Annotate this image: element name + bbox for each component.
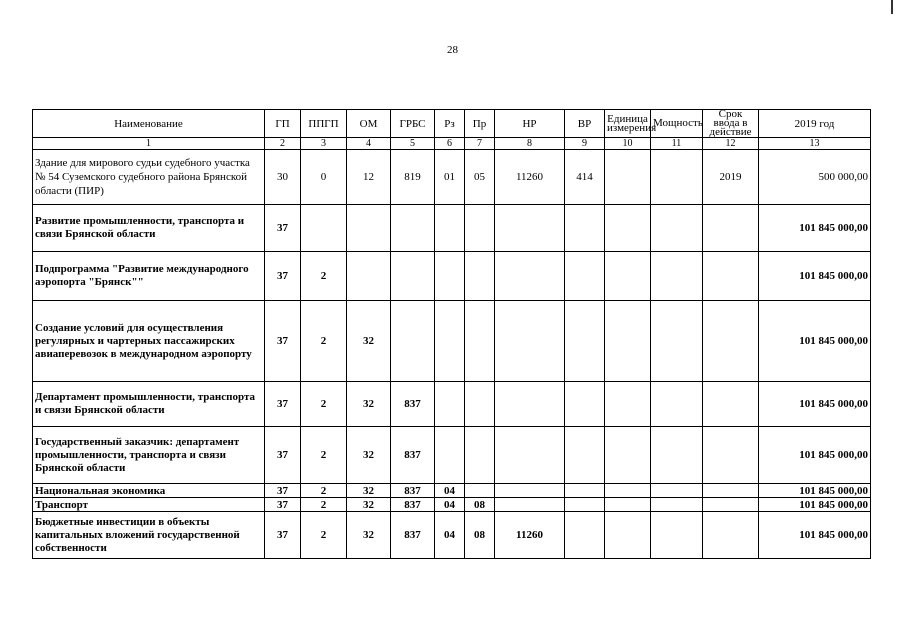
table-row bbox=[33, 150, 871, 205]
cell-name: Здание для мирового судьи судебного участка № 54 Суземского судебного района Брянской области (ПИР) bbox=[33, 150, 265, 205]
cell-term bbox=[703, 205, 759, 252]
table-row bbox=[33, 205, 871, 252]
budget-table bbox=[32, 109, 871, 559]
cell-name: Государственный заказчик: департамент промышленности, транспорта и связи Брянской области bbox=[33, 427, 265, 484]
column-number: 4 bbox=[347, 138, 391, 150]
cell-om: 32 bbox=[347, 498, 391, 512]
cell-om: 32 bbox=[347, 512, 391, 559]
column-number: 13 bbox=[759, 138, 871, 150]
cell-vr bbox=[565, 382, 605, 427]
cell-nr bbox=[495, 205, 565, 252]
table-row bbox=[33, 512, 871, 559]
cell-rz bbox=[435, 382, 465, 427]
cell-ppgp: 2 bbox=[301, 512, 347, 559]
cell-om: 12 bbox=[347, 150, 391, 205]
cell-term bbox=[703, 382, 759, 427]
cell-gp: 37 bbox=[265, 427, 301, 484]
cell-rz bbox=[435, 252, 465, 301]
column-number: 5 bbox=[391, 138, 435, 150]
column-number: 8 bbox=[495, 138, 565, 150]
cell-term: 2019 bbox=[703, 150, 759, 205]
cell-ppgp: 2 bbox=[301, 382, 347, 427]
cell-unit bbox=[605, 252, 651, 301]
cell-pr bbox=[465, 205, 495, 252]
cell-amount: 500 000,00 bbox=[759, 150, 871, 205]
cell-name: Подпрограмма "Развитие международного аэропорта "Брянск"" bbox=[33, 252, 265, 301]
cell-ppgp: 2 bbox=[301, 498, 347, 512]
table-row bbox=[33, 252, 871, 301]
cell-power bbox=[651, 484, 703, 498]
cell-amount: 101 845 000,00 bbox=[759, 382, 871, 427]
cell-power bbox=[651, 252, 703, 301]
cell-vr bbox=[565, 427, 605, 484]
column-number: 1 bbox=[33, 138, 265, 150]
cell-gp: 37 bbox=[265, 301, 301, 382]
cell-ppgp bbox=[301, 205, 347, 252]
cell-nr bbox=[495, 301, 565, 382]
table-row bbox=[33, 382, 871, 427]
cell-vr bbox=[565, 512, 605, 559]
cell-grbs: 837 bbox=[391, 498, 435, 512]
cell-grbs: 837 bbox=[391, 484, 435, 498]
cell-gp: 37 bbox=[265, 205, 301, 252]
cell-nr bbox=[495, 382, 565, 427]
cell-ppgp: 0 bbox=[301, 150, 347, 205]
cell-unit bbox=[605, 427, 651, 484]
page-number: 28 bbox=[447, 44, 458, 56]
cell-power bbox=[651, 382, 703, 427]
cell-gp: 37 bbox=[265, 512, 301, 559]
header-year: 2019 год bbox=[759, 110, 871, 138]
header-unit: Единица измерения bbox=[605, 110, 651, 138]
table-row bbox=[33, 427, 871, 484]
cell-grbs bbox=[391, 205, 435, 252]
header-name: Наименование bbox=[33, 110, 265, 138]
cell-term bbox=[703, 301, 759, 382]
cell-rz: 04 bbox=[435, 484, 465, 498]
cell-unit bbox=[605, 498, 651, 512]
cell-grbs: 837 bbox=[391, 427, 435, 484]
cell-name: Бюджетные инвестиции в объекты капитальных вложений государственной собственности bbox=[33, 512, 265, 559]
column-number: 3 bbox=[301, 138, 347, 150]
cell-nr: 11260 bbox=[495, 150, 565, 205]
cell-power bbox=[651, 301, 703, 382]
table-row bbox=[33, 498, 871, 512]
header-grbs: ГРБС bbox=[391, 110, 435, 138]
table-row bbox=[33, 484, 871, 498]
cell-om: 32 bbox=[347, 427, 391, 484]
cell-unit bbox=[605, 382, 651, 427]
scan-edge-mark bbox=[891, 0, 893, 14]
cell-gp: 37 bbox=[265, 484, 301, 498]
cell-om bbox=[347, 252, 391, 301]
cell-power bbox=[651, 150, 703, 205]
header-vr: ВР bbox=[565, 110, 605, 138]
cell-unit bbox=[605, 205, 651, 252]
cell-vr bbox=[565, 205, 605, 252]
cell-unit bbox=[605, 301, 651, 382]
header-rz: Рз bbox=[435, 110, 465, 138]
cell-ppgp: 2 bbox=[301, 301, 347, 382]
cell-unit bbox=[605, 150, 651, 205]
cell-pr: 08 bbox=[465, 512, 495, 559]
cell-grbs: 819 bbox=[391, 150, 435, 205]
cell-gp: 37 bbox=[265, 252, 301, 301]
column-number: 2 bbox=[265, 138, 301, 150]
cell-term bbox=[703, 512, 759, 559]
cell-om: 32 bbox=[347, 484, 391, 498]
cell-term bbox=[703, 427, 759, 484]
header-row bbox=[33, 110, 871, 138]
cell-amount: 101 845 000,00 bbox=[759, 498, 871, 512]
cell-nr: 11260 bbox=[495, 512, 565, 559]
cell-pr bbox=[465, 252, 495, 301]
cell-om bbox=[347, 205, 391, 252]
cell-ppgp: 2 bbox=[301, 252, 347, 301]
cell-gp: 30 bbox=[265, 150, 301, 205]
cell-name: Развитие промышленности, транспорта и связи Брянской области bbox=[33, 205, 265, 252]
cell-amount: 101 845 000,00 bbox=[759, 427, 871, 484]
cell-name: Транспорт bbox=[33, 498, 265, 512]
cell-grbs bbox=[391, 301, 435, 382]
cell-rz bbox=[435, 427, 465, 484]
header-ppgp: ППГП bbox=[301, 110, 347, 138]
cell-rz: 01 bbox=[435, 150, 465, 205]
column-number: 6 bbox=[435, 138, 465, 150]
header-om: ОМ bbox=[347, 110, 391, 138]
cell-vr bbox=[565, 498, 605, 512]
cell-amount: 101 845 000,00 bbox=[759, 252, 871, 301]
cell-nr bbox=[495, 484, 565, 498]
cell-gp: 37 bbox=[265, 382, 301, 427]
column-number: 11 bbox=[651, 138, 703, 150]
cell-rz bbox=[435, 205, 465, 252]
header-gp: ГП bbox=[265, 110, 301, 138]
cell-power bbox=[651, 427, 703, 484]
cell-unit bbox=[605, 512, 651, 559]
cell-pr: 05 bbox=[465, 150, 495, 205]
column-number: 7 bbox=[465, 138, 495, 150]
header-nr: НР bbox=[495, 110, 565, 138]
cell-vr bbox=[565, 301, 605, 382]
cell-rz: 04 bbox=[435, 512, 465, 559]
cell-name: Создание условий для осуществления регулярных и чартерных пассажирских авиаперевозок в международном аэропорту bbox=[33, 301, 265, 382]
cell-vr bbox=[565, 252, 605, 301]
cell-name: Департамент промышленности, транспорта и связи Брянской области bbox=[33, 382, 265, 427]
cell-amount: 101 845 000,00 bbox=[759, 484, 871, 498]
column-number: 9 bbox=[565, 138, 605, 150]
cell-om: 32 bbox=[347, 301, 391, 382]
header-pr: Пр bbox=[465, 110, 495, 138]
cell-pr bbox=[465, 301, 495, 382]
cell-term bbox=[703, 252, 759, 301]
cell-nr bbox=[495, 427, 565, 484]
cell-vr bbox=[565, 484, 605, 498]
table-row bbox=[33, 301, 871, 382]
cell-amount: 101 845 000,00 bbox=[759, 205, 871, 252]
cell-nr bbox=[495, 252, 565, 301]
cell-om: 32 bbox=[347, 382, 391, 427]
cell-term bbox=[703, 498, 759, 512]
header-term: Срок ввода в действие bbox=[703, 110, 759, 138]
cell-pr: 08 bbox=[465, 498, 495, 512]
cell-grbs: 837 bbox=[391, 382, 435, 427]
cell-grbs: 837 bbox=[391, 512, 435, 559]
cell-amount: 101 845 000,00 bbox=[759, 301, 871, 382]
cell-pr bbox=[465, 484, 495, 498]
cell-nr bbox=[495, 498, 565, 512]
cell-ppgp: 2 bbox=[301, 427, 347, 484]
cell-amount: 101 845 000,00 bbox=[759, 512, 871, 559]
cell-pr bbox=[465, 427, 495, 484]
cell-power bbox=[651, 205, 703, 252]
cell-rz bbox=[435, 301, 465, 382]
header-power: Мощность bbox=[651, 110, 703, 138]
cell-name: Национальная экономика bbox=[33, 484, 265, 498]
column-number-row bbox=[33, 138, 871, 150]
cell-unit bbox=[605, 484, 651, 498]
cell-power bbox=[651, 512, 703, 559]
cell-ppgp: 2 bbox=[301, 484, 347, 498]
column-number: 10 bbox=[605, 138, 651, 150]
column-number: 12 bbox=[703, 138, 759, 150]
cell-gp: 37 bbox=[265, 498, 301, 512]
cell-rz: 04 bbox=[435, 498, 465, 512]
cell-power bbox=[651, 498, 703, 512]
cell-term bbox=[703, 484, 759, 498]
cell-pr bbox=[465, 382, 495, 427]
cell-vr: 414 bbox=[565, 150, 605, 205]
cell-grbs bbox=[391, 252, 435, 301]
